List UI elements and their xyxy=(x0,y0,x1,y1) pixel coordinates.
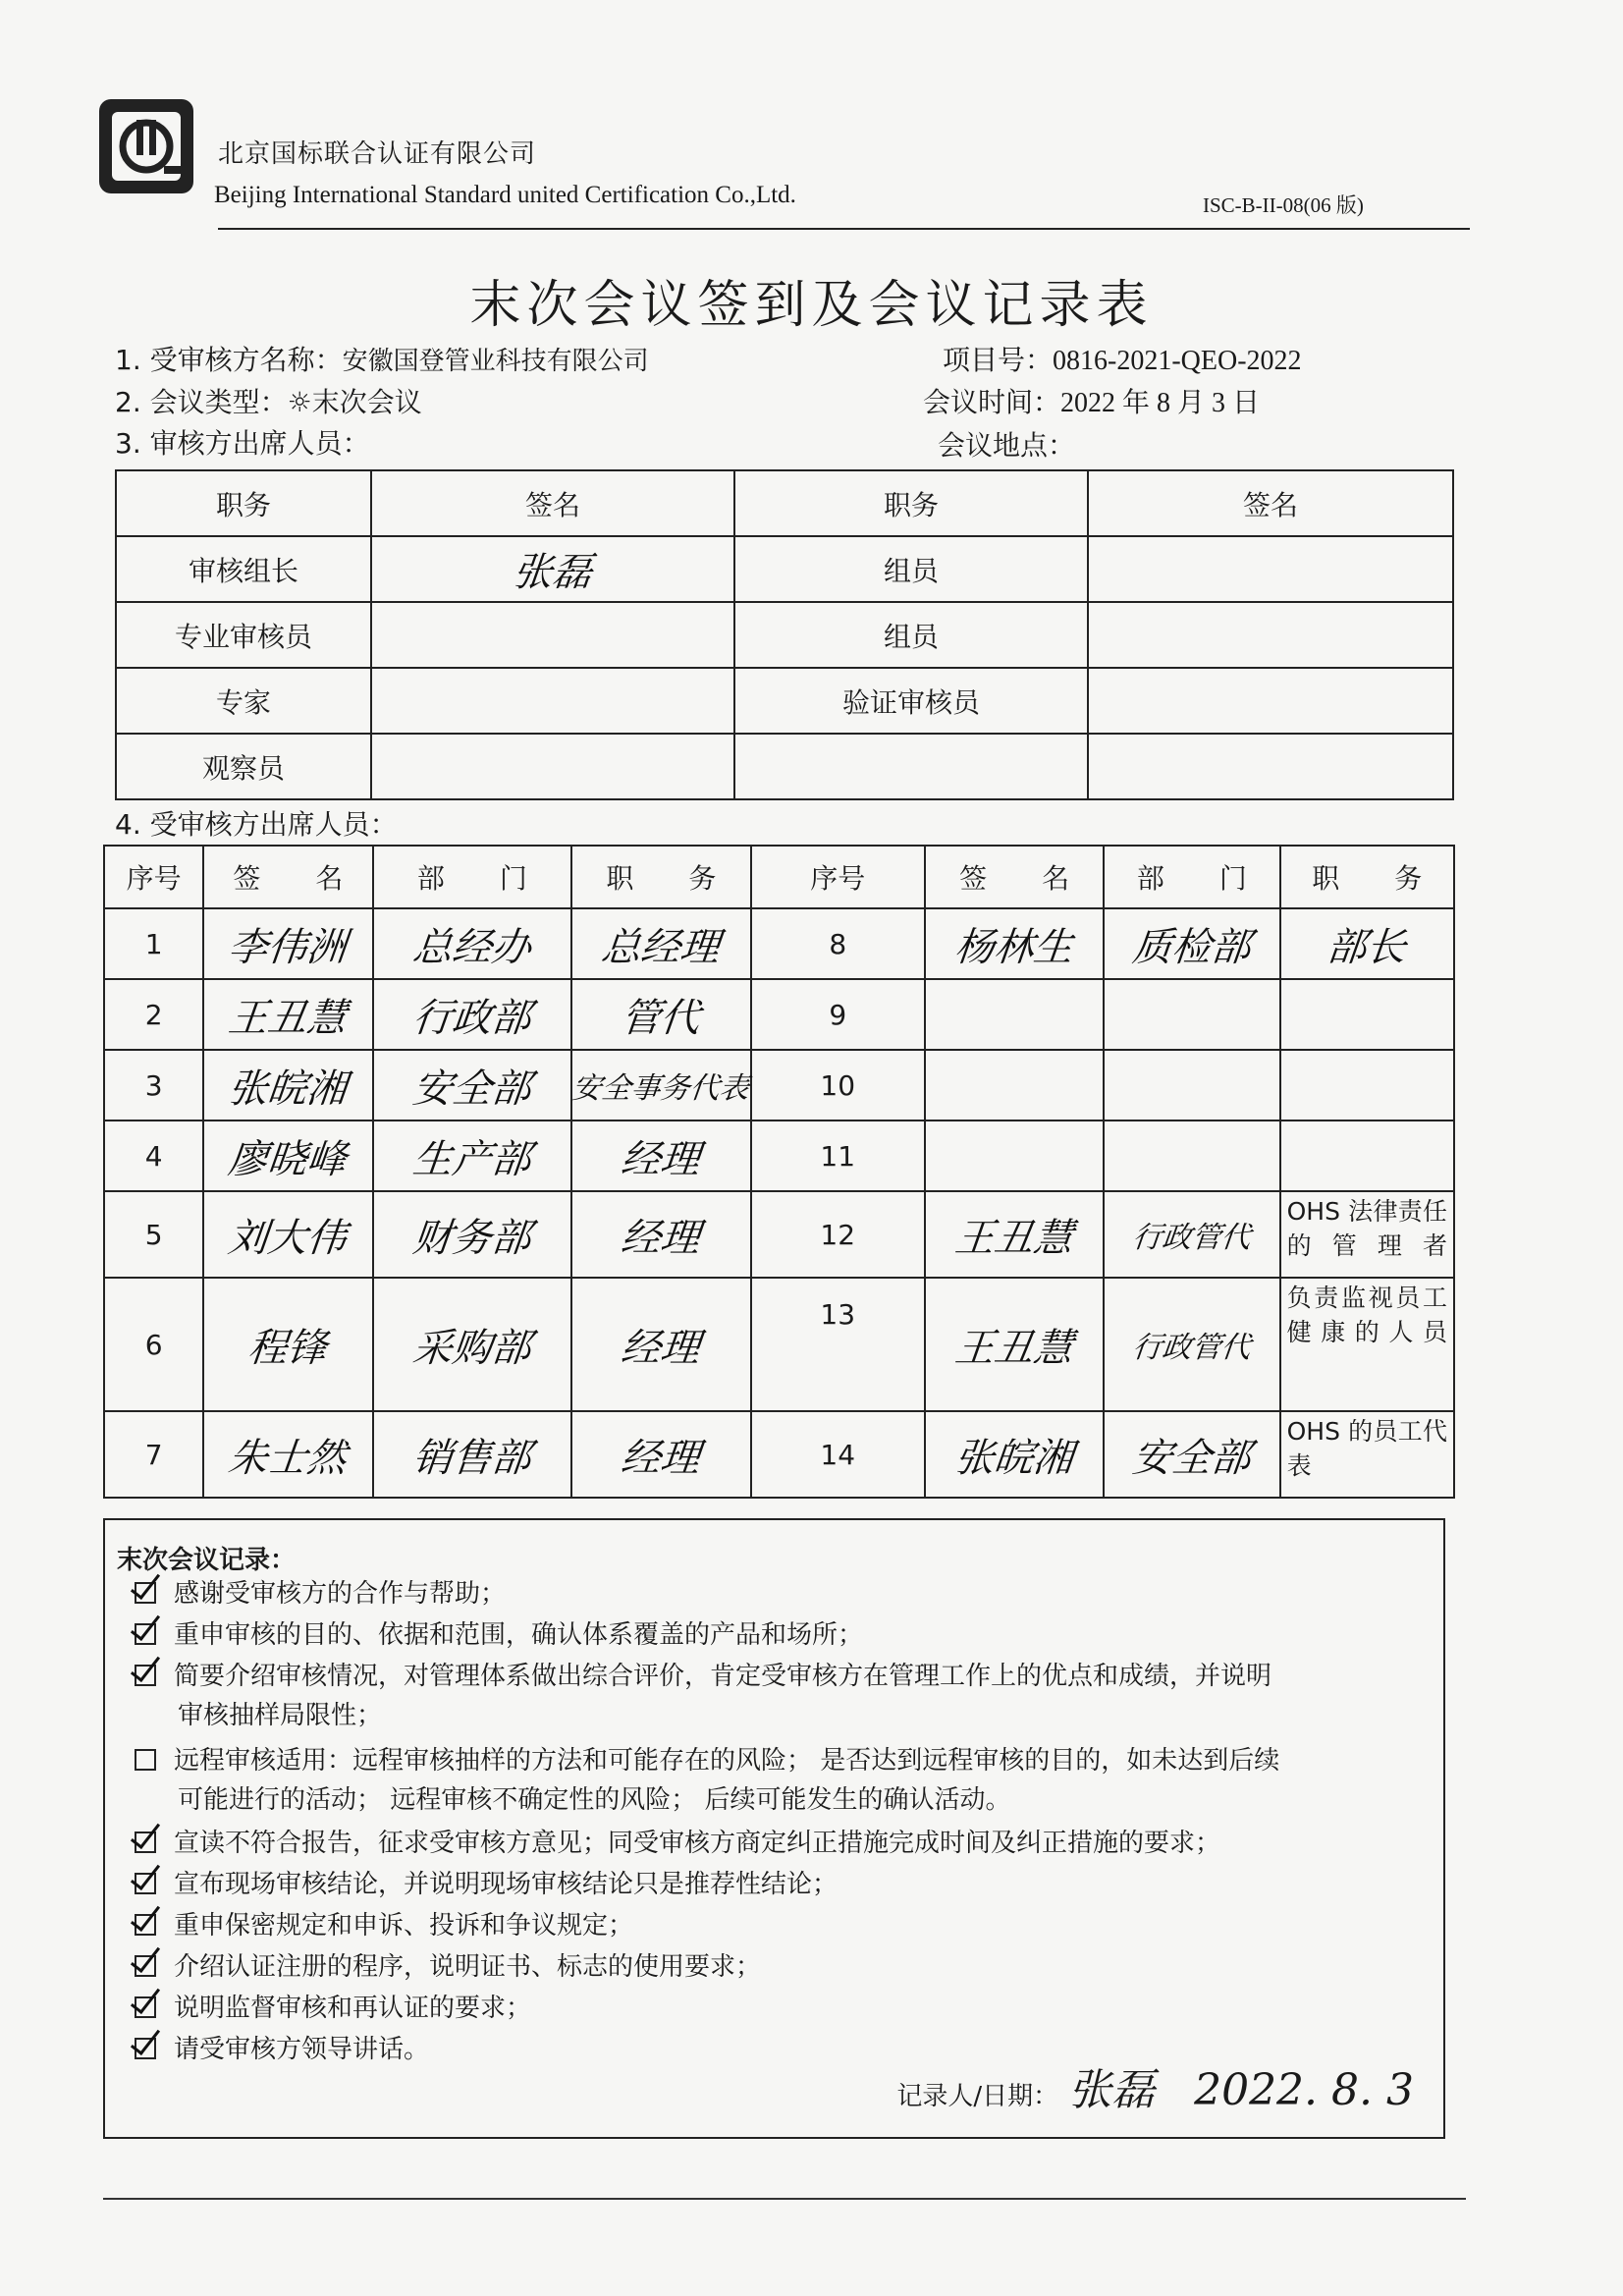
row-number: 3 xyxy=(104,1050,203,1121)
company-name-cn: 北京国标联合认证有限公司 xyxy=(218,139,537,169)
handwritten-department: 安全部 xyxy=(1130,1435,1253,1481)
position-cell xyxy=(571,1121,750,1191)
table-header-row xyxy=(116,470,1453,536)
role-cell: 专业审核员 xyxy=(116,602,371,668)
checkbox-checked-icon[interactable] xyxy=(135,1996,156,2018)
signature-cell xyxy=(203,1278,372,1411)
signature-cell xyxy=(1088,536,1453,602)
record-item-text: 重申保密规定和申诉、投诉和争议规定； xyxy=(174,1911,634,1941)
signature-cell xyxy=(1088,602,1453,668)
checkbox-checked-icon[interactable] xyxy=(135,1873,156,1894)
checkbox-checked-icon[interactable] xyxy=(135,1665,156,1686)
position-cell xyxy=(571,1278,750,1411)
auditee-attendees-label: 4. 受审核方出席人员： xyxy=(115,808,398,841)
record-item-text: 远程审核适用：远程审核抽样的方法和可能存在的风险； 是否达到远程审核的目的，如未达到后续 xyxy=(174,1746,1280,1776)
table-row xyxy=(104,979,1454,1050)
handwritten-department: 安全部 xyxy=(410,1066,533,1112)
record-item-text: 宣读不符合报告，征求受审核方意见；同受审核方商定纠正措施完成时间及纠正措施的要求； xyxy=(174,1829,1221,1858)
footer-divider xyxy=(103,2198,1466,2200)
checkbox-unchecked-icon[interactable] xyxy=(135,1749,156,1771)
handwritten-department: 质检部 xyxy=(1130,924,1253,970)
signature-cell xyxy=(371,602,734,668)
column-header: 部 门 xyxy=(1104,846,1279,908)
checkbox-checked-icon[interactable] xyxy=(135,1582,156,1604)
department-cell xyxy=(1104,1050,1279,1121)
handwritten-signature: 刘大伟 xyxy=(226,1215,350,1261)
column-header: 序号 xyxy=(751,846,925,908)
record-item xyxy=(135,1823,1421,1864)
document-code: ISC-B-II-08(06 版) xyxy=(1203,193,1364,217)
handwritten-signature: 张皖湘 xyxy=(952,1435,1076,1481)
company-logo-icon xyxy=(95,95,197,197)
department-cell xyxy=(373,1411,572,1498)
record-item xyxy=(135,1905,1421,1946)
signature-cell xyxy=(203,1050,372,1121)
signature-cell xyxy=(1088,668,1453,734)
handwritten-position: 总经理 xyxy=(599,924,723,970)
row-number: 10 xyxy=(751,1050,925,1121)
signature-cell xyxy=(371,668,734,734)
record-item-continuation: 可能进行的活动； 远程审核不确定性的风险； 后续可能发生的确认活动。 xyxy=(178,1785,1011,1815)
recorder-label: 记录人/日期： xyxy=(896,2082,1059,2111)
checkbox-checked-icon[interactable] xyxy=(135,1623,156,1645)
checkbox-checked-icon[interactable] xyxy=(135,1914,156,1936)
meeting-time-value: 2022 年 8 月 3 日 xyxy=(1060,388,1261,418)
column-header: 签名 xyxy=(371,470,734,536)
row-number: 6 xyxy=(104,1278,203,1411)
record-item xyxy=(135,1988,1421,2029)
auditee-name-row xyxy=(115,339,649,378)
handwritten-position: 经理 xyxy=(619,1325,703,1371)
table-row xyxy=(104,1278,1454,1411)
auditee-label: 1. 受审核方名称： xyxy=(115,344,343,376)
role-cell: 审核组长 xyxy=(116,536,371,602)
position-cell xyxy=(571,1050,750,1121)
signature-cell xyxy=(203,1191,372,1278)
handwritten-position: 经理 xyxy=(619,1215,703,1261)
record-item-text: 请受审核方领导讲话。 xyxy=(174,2035,430,2064)
record-item-text: 简要介绍审核情况，对管理体系做出综合评价，肯定受审核方在管理工作上的优点和成绩，并说明 xyxy=(174,1662,1272,1691)
handwritten-department: 生产部 xyxy=(410,1136,533,1182)
auditor-attendee-table xyxy=(115,469,1454,800)
table-row xyxy=(104,1191,1454,1278)
handwritten-signature: 程锋 xyxy=(245,1325,330,1371)
handwritten-signature: 张皖湘 xyxy=(226,1066,350,1112)
handwritten-department: 总经办 xyxy=(410,924,533,970)
record-item-text: 重申审核的目的、依据和范围，确认体系覆盖的产品和场所； xyxy=(174,1620,864,1650)
handwritten-position: 安全事务代表 xyxy=(570,1071,751,1106)
department-cell xyxy=(373,979,572,1050)
table-row xyxy=(104,908,1454,979)
meeting-place-label: 会议地点： xyxy=(938,429,1076,462)
handwritten-signature: 杨林生 xyxy=(952,924,1076,970)
column-header: 签 名 xyxy=(203,846,372,908)
signature-cell xyxy=(925,908,1104,979)
meeting-type-row xyxy=(115,381,422,420)
page-title: 末次会议签到及会议记录表 xyxy=(469,276,1154,335)
checkbox-checked-icon[interactable] xyxy=(135,1955,156,1977)
position-cell xyxy=(1280,1121,1454,1191)
record-item-continuation: 审核抽样局限性； xyxy=(178,1701,383,1730)
record-item-text: 宣布现场审核结论，并说明现场审核结论只是推荐性结论； xyxy=(174,1870,839,1899)
handwritten-department: 行政管代 xyxy=(1130,1331,1253,1365)
table-header-row xyxy=(104,846,1454,908)
table-row xyxy=(104,1121,1454,1191)
table-row xyxy=(116,536,1453,602)
row-number: 14 xyxy=(751,1411,925,1498)
department-cell xyxy=(373,1050,572,1121)
auditee-attendee-table xyxy=(103,845,1455,1499)
signature-cell xyxy=(371,536,734,602)
record-item-text: 说明监督审核和再认证的要求； xyxy=(174,1994,532,2023)
record-item xyxy=(135,1740,1421,1781)
row-number: 1 xyxy=(104,908,203,979)
role-cell: 组员 xyxy=(734,602,1088,668)
handwritten-position: 管代 xyxy=(619,995,703,1041)
record-title: 末次会议记录： xyxy=(117,1546,297,1575)
column-header: 职 务 xyxy=(1280,846,1454,908)
department-cell xyxy=(373,1191,572,1278)
position-cell: OHS 法律责任的管理者 xyxy=(1280,1191,1454,1278)
role-cell: 验证审核员 xyxy=(734,668,1088,734)
handwritten-position: 经理 xyxy=(619,1435,703,1481)
auditor-attendees-label: 3. 审核方出席人员： xyxy=(115,427,370,460)
signature-cell xyxy=(925,1121,1104,1191)
column-header: 职务 xyxy=(734,470,1088,536)
position-cell xyxy=(571,1411,750,1498)
handwritten-department: 采购部 xyxy=(410,1325,533,1371)
meeting-record-box xyxy=(103,1518,1445,2139)
row-number: 4 xyxy=(104,1121,203,1191)
recorder-row xyxy=(896,2054,1414,2117)
table-row xyxy=(104,1411,1454,1498)
role-cell: 专家 xyxy=(116,668,371,734)
meeting-time-label: 会议时间： xyxy=(923,386,1061,418)
project-number: 0816-2021-QEO-2022 xyxy=(1053,346,1302,376)
record-item xyxy=(135,1656,1421,1697)
position-cell xyxy=(1280,979,1454,1050)
handwritten-position: 经理 xyxy=(619,1136,703,1182)
checkbox-checked-icon[interactable] xyxy=(135,2038,156,2059)
role-cell xyxy=(734,734,1088,799)
record-item xyxy=(135,1614,1421,1656)
row-number: 7 xyxy=(104,1411,203,1498)
handwritten-signature: 李伟洲 xyxy=(226,924,350,970)
position-cell xyxy=(571,979,750,1050)
signature-cell xyxy=(203,1411,372,1498)
signature-cell xyxy=(925,1411,1104,1498)
row-number: 13 xyxy=(751,1278,925,1411)
position-cell xyxy=(1280,1050,1454,1121)
table-row xyxy=(104,1050,1454,1121)
row-number: 2 xyxy=(104,979,203,1050)
department-cell xyxy=(373,1121,572,1191)
header-divider xyxy=(218,228,1470,230)
handwritten-signature: 王丑慧 xyxy=(952,1215,1076,1261)
table-row xyxy=(116,734,1453,799)
handwritten-department: 行政部 xyxy=(410,995,533,1041)
record-item xyxy=(135,1946,1421,1988)
position-cell xyxy=(571,908,750,979)
role-cell: 组员 xyxy=(734,536,1088,602)
table-row xyxy=(116,668,1453,734)
department-cell xyxy=(1104,908,1279,979)
recorder-signature: 张磊 xyxy=(1068,2065,1156,2115)
column-header: 序号 xyxy=(104,846,203,908)
department-cell xyxy=(1104,1191,1279,1278)
record-item-text: 感谢受审核方的合作与帮助； xyxy=(174,1579,507,1609)
handwritten-signature: 朱士然 xyxy=(226,1435,350,1481)
meeting-type-value: ☼末次会议 xyxy=(287,386,422,418)
column-header: 部 门 xyxy=(373,846,572,908)
record-item xyxy=(135,1573,1421,1614)
meeting-time-row xyxy=(923,381,1260,420)
row-number: 12 xyxy=(751,1191,925,1278)
position-cell: 负责监视员工健康的人员 xyxy=(1280,1278,1454,1411)
signature-cell xyxy=(925,979,1104,1050)
signature-cell xyxy=(925,1191,1104,1278)
position-cell: OHS 的员工代表 xyxy=(1280,1411,1454,1498)
company-name-en: Beijing International Standard united Certification Co.,Ltd. xyxy=(214,182,796,208)
table-row xyxy=(116,602,1453,668)
column-header: 职务 xyxy=(116,470,371,536)
handwritten-department: 销售部 xyxy=(410,1435,533,1481)
department-cell xyxy=(1104,1121,1279,1191)
signature-cell xyxy=(203,979,372,1050)
handwritten-signature: 王丑慧 xyxy=(226,995,350,1041)
record-item-text: 介绍认证注册的程序，说明证书、标志的使用要求； xyxy=(174,1952,762,1982)
department-cell xyxy=(373,1278,572,1411)
signature-cell xyxy=(1088,734,1453,799)
column-header: 签名 xyxy=(1088,470,1453,536)
auditee-value: 安徽国登管业科技有限公司 xyxy=(342,347,649,376)
signature-cell xyxy=(203,908,372,979)
handwritten-department: 财务部 xyxy=(410,1215,533,1261)
handwritten-signature: 王丑慧 xyxy=(952,1325,1076,1371)
signature-cell xyxy=(925,1278,1104,1411)
position-cell xyxy=(1280,908,1454,979)
column-header: 签 名 xyxy=(925,846,1104,908)
handwritten-position: 部长 xyxy=(1325,924,1409,970)
handwritten-signature: 张磊 xyxy=(511,550,595,595)
position-cell xyxy=(571,1191,750,1278)
row-number: 5 xyxy=(104,1191,203,1278)
signature-cell xyxy=(203,1121,372,1191)
project-label: 项目号： xyxy=(943,344,1054,376)
department-cell xyxy=(1104,1278,1279,1411)
handwritten-department: 行政管代 xyxy=(1130,1221,1253,1255)
department-cell xyxy=(373,908,572,979)
row-number: 11 xyxy=(751,1121,925,1191)
project-row xyxy=(943,339,1302,378)
record-item xyxy=(135,1864,1421,1905)
meeting-type-label: 2. 会议类型： xyxy=(115,386,288,418)
column-header: 职 务 xyxy=(571,846,750,908)
row-number: 8 xyxy=(751,908,925,979)
recorder-date: 2022. 8. 3 xyxy=(1194,2065,1414,2115)
signature-cell xyxy=(925,1050,1104,1121)
row-number: 9 xyxy=(751,979,925,1050)
handwritten-signature: 廖晓峰 xyxy=(226,1136,350,1182)
checkbox-checked-icon[interactable] xyxy=(135,1831,156,1853)
role-cell: 观察员 xyxy=(116,734,371,799)
department-cell xyxy=(1104,1411,1279,1498)
signature-cell xyxy=(371,734,734,799)
department-cell xyxy=(1104,979,1279,1050)
